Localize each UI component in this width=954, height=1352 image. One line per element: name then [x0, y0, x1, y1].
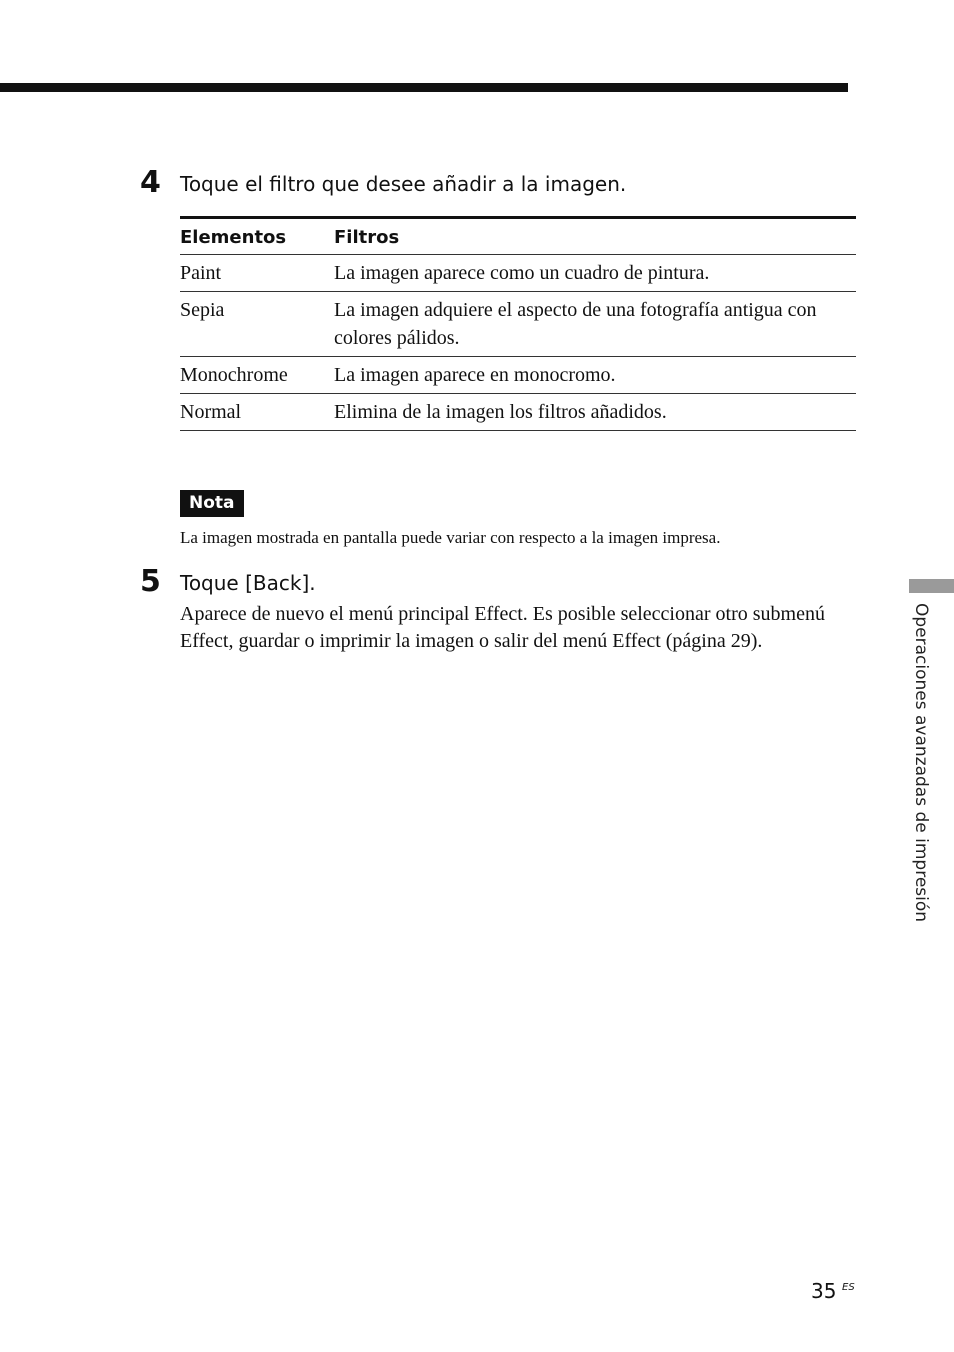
note-badge: Nota	[180, 490, 244, 517]
table-cell-item: Sepia	[180, 292, 334, 357]
table-row	[180, 292, 856, 357]
header-rule	[0, 83, 848, 92]
table-cell-item: Monochrome	[180, 357, 334, 394]
step-5-title: Toque [Back].	[180, 571, 316, 595]
page-language-code: ES	[842, 1282, 855, 1293]
table-row	[180, 394, 856, 431]
table-cell-filter: La imagen adquiere el aspecto de una fotografía antigua con colores pálidos.	[334, 292, 856, 357]
step-5-body: Aparece de nuevo el menú principal Effect. Es posible seleccionar otro submenú Effect, guardar o imprimir la imagen o salir del menú Effect (página 29).	[180, 603, 825, 652]
table-cell-item: Paint	[180, 255, 334, 292]
table-cell-filter: Elimina de la imagen los filtros añadidos.	[334, 394, 856, 431]
filter-table	[180, 216, 856, 431]
step-number-4: 4	[140, 165, 161, 200]
page-number: 35	[811, 1279, 837, 1303]
table-header-row	[180, 218, 856, 255]
step-4-title: Toque el filtro que desee añadir a la imagen.	[180, 172, 627, 196]
column-header-filters: Filtros	[334, 218, 856, 255]
table-cell-filter: La imagen aparece en monocromo.	[334, 357, 856, 394]
note-text: La imagen mostrada en pantalla puede variar con respecto a la imagen impresa.	[180, 528, 721, 547]
section-side-label: Operaciones avanzadas de impresión	[911, 603, 931, 923]
table-cell-filter: La imagen aparece como un cuadro de pintura.	[334, 255, 856, 292]
section-tab-marker	[909, 579, 954, 593]
table-row	[180, 357, 856, 394]
table-row	[180, 255, 856, 292]
table-cell-item: Normal	[180, 394, 334, 431]
column-header-items: Elementos	[180, 218, 334, 255]
step-number-5: 5	[140, 564, 161, 599]
